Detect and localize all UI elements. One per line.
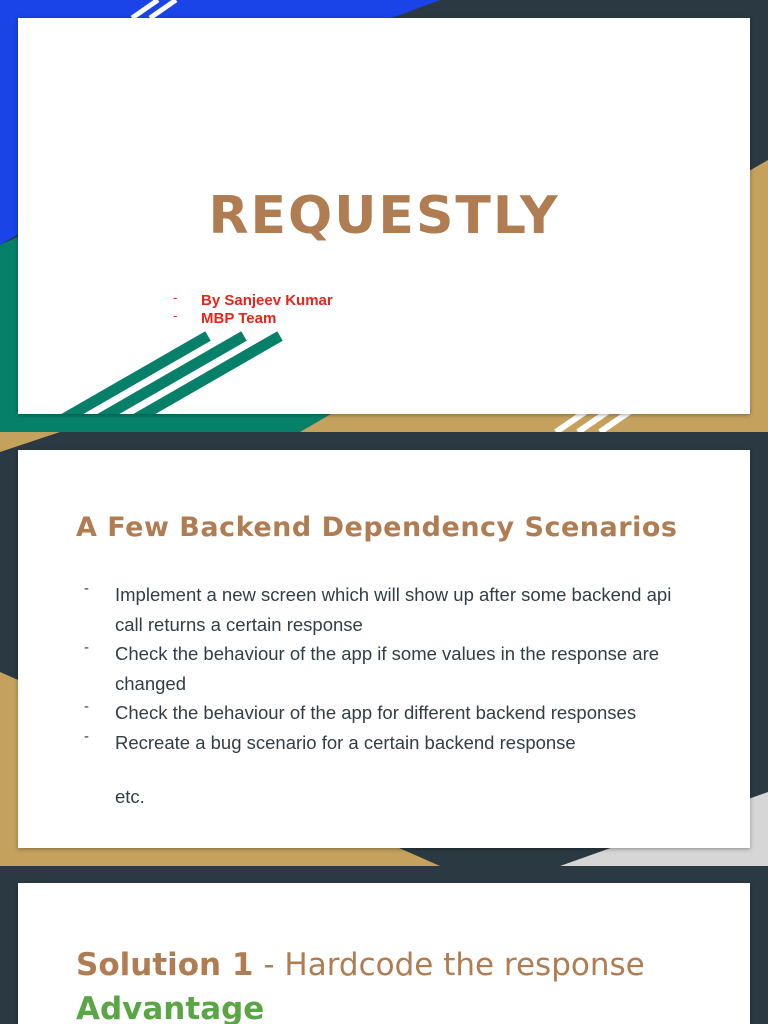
team-text: MBP Team [201, 310, 277, 327]
list-item [84, 698, 684, 728]
list-item-text: Recreate a bug scenario for a certain backend response [115, 731, 576, 753]
list-item [84, 580, 684, 639]
bullet-dash: - [84, 698, 89, 715]
bullet-dash: - [84, 639, 89, 656]
solution-text: - Hardcode the response [253, 947, 645, 983]
slide-heading: A Few Backend Dependency Scenarios [76, 512, 678, 543]
team-item [173, 310, 333, 328]
slide-scenarios [0, 432, 768, 866]
list-item [84, 639, 684, 698]
bullet-dash: - [173, 308, 178, 323]
bullet-dash: - [84, 580, 89, 597]
bullet-dash: - [173, 290, 178, 305]
solution-label: Solution 1 [76, 947, 254, 983]
slide-card [18, 450, 750, 848]
scenario-list [84, 580, 684, 757]
bullet-dash: - [84, 727, 89, 745]
slide-solution [0, 866, 768, 1024]
etc-text: etc. [115, 786, 145, 807]
slide-card [18, 18, 750, 414]
slide-title [0, 0, 768, 432]
solution-heading [76, 947, 645, 983]
author-text: By Sanjeev Kumar [201, 292, 333, 309]
list-item-text: Check the behaviour of the app if some values in the response are changed [115, 643, 660, 694]
slide-card [18, 883, 750, 1024]
advantage-heading: Advantage [76, 991, 265, 1024]
list-item-text: Check the behaviour of the app for different backend responses [115, 702, 637, 723]
author-list [173, 292, 333, 328]
list-item-text: Implement a new screen which will show up after some backend api call returns a certain response [115, 584, 672, 635]
list-item [84, 728, 684, 758]
author-item [173, 292, 333, 310]
presentation-title: REQUESTLY [208, 186, 560, 246]
